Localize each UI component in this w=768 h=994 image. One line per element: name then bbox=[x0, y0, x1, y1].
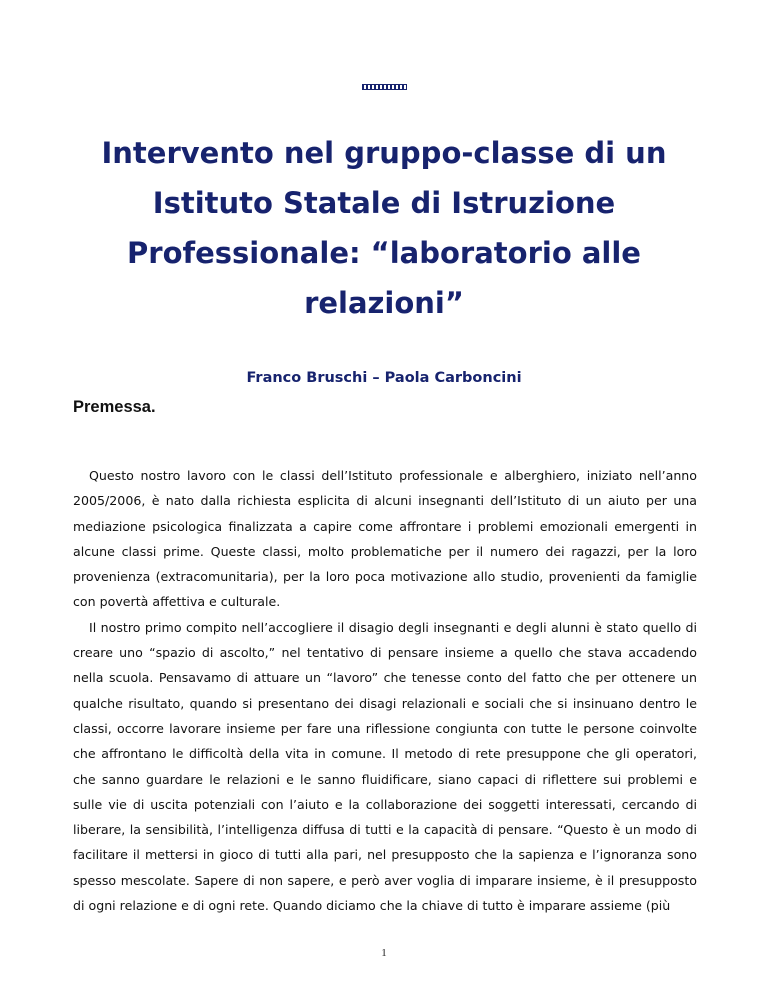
header-ornament bbox=[362, 84, 407, 90]
title-line-2: Istituto Statale di Istruzione bbox=[152, 186, 616, 220]
title-line-1: Intervento nel gruppo-classe di un bbox=[101, 136, 667, 170]
title-line-4: relazioni” bbox=[304, 286, 464, 320]
body-text bbox=[73, 463, 697, 918]
page-number: 1 bbox=[381, 947, 387, 959]
document-title bbox=[40, 128, 728, 328]
authors-line: Franco Bruschi – Paola Carboncini bbox=[246, 370, 522, 386]
section-heading-premessa: Premessa. bbox=[73, 398, 156, 416]
paragraph-1: Questo nostro lavoro con le classi dell’Istituto professionale e alberghiero, iniziato nell’anno 2005/2006, è nato dalla richiesta esplicita di alcuni insegnanti dell’Istituto di un aiuto per una mediazione psicologica finalizzata a capire come affrontare i problemi emozionali emergenti in alcune classi prime. Queste classi, molto problematiche per il numero dei ragazzi, per la loro provenienza (extracomunitaria), per la loro poca motivazione allo studio, provenienti da famiglie con povertà affettiva e culturale. bbox=[73, 468, 697, 610]
paragraph-2: Il nostro primo compito nell’accogliere il disagio degli insegnanti e degli alunni è stato quello di creare uno “spazio di ascolto,” nel tentativo di pensare insieme a quello che stava accadendo nella scuola. Pensavamo di attuare un “lavoro” che tenesse conto del fatto che per ottenere un qualche risultato, quando si presentano dei disagi relazionali e sociali che si insinuano dentro le classi, occorre lavorare insieme per fare una riflessione congiunta con tutte le persone coinvolte che affrontano le difficoltà della vita in comune. Il metodo di rete presuppone che gli operatori, che sanno guardare le relazioni e le sanno fluidificare, siano capaci di riflettere sui problemi e sulle vie di uscita potenziali con l’aiuto e la collaborazione dei soggetti interessati, cercando di liberare, la sensibilità, l’intelligenza diffusa di tutti e la capacità di pensare. “Questo è un modo di facilitare il mettersi in gioco di tutti alla pari, nel presupposto che la sapienza e l’ignoranza sono spesso mescolate. Sapere di non sapere, e però aver voglia di imparare insieme, è il presupposto di ogni relazione e di ogni rete. Quando diciamo che la chiave di tutto è imparare assieme (più bbox=[73, 619, 697, 914]
title-line-3: Professionale: “laboratorio alle bbox=[127, 236, 641, 270]
